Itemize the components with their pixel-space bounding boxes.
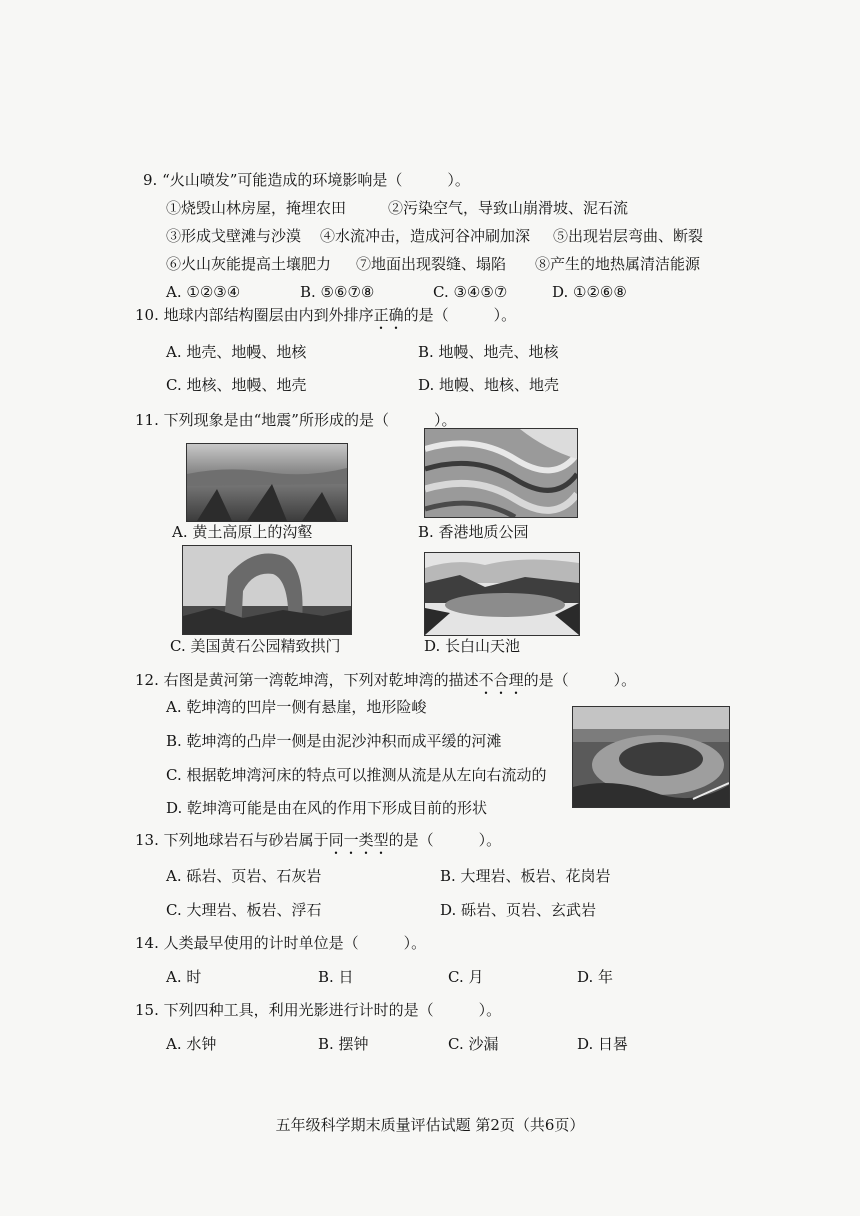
q12-option-c: C. 根据乾坤湾河床的特点可以推测从流是从左向右流动的 (166, 766, 547, 784)
q10-emphasis: 正确 (373, 306, 404, 324)
q9-option-b: B. ⑤⑥⑦⑧ (300, 283, 375, 301)
loess-gully-photo (186, 443, 348, 522)
q10-option-c: C. 地核、地幔、地壳 (166, 376, 307, 394)
q9-item-2: ②污染空气，导致山崩滑坡、泥石流 (388, 199, 629, 217)
page-footer: 五年级科学期末质量评估试题 第2页（共6页） (275, 1116, 585, 1134)
q14-option-a: A. 时 (166, 968, 202, 986)
q10-stem: 10. 地球内部结构圈层由内到外排序正确的是（ ）。 (135, 306, 517, 324)
arch-photo (182, 545, 352, 635)
q11-option-c: C. 美国黄石公园精致拱门 (170, 637, 341, 655)
q15-stem: 15. 下列四种工具，利用光影进行计时的是（ ）。 (135, 1001, 502, 1019)
q15-option-d: D. 日晷 (577, 1035, 629, 1053)
q14-option-c: C. 月 (448, 968, 484, 986)
q12-option-a: A. 乾坤湾的凹岸一侧有悬崖，地形险峻 (166, 698, 427, 716)
q10-option-b: B. 地幔、地壳、地核 (418, 343, 559, 361)
q15-option-b: B. 摆钟 (318, 1035, 369, 1053)
q12-option-b: B. 乾坤湾的凸岸一侧是由泥沙沖积而成平缓的河滩 (166, 732, 502, 750)
q14-option-d: D. 年 (577, 968, 614, 986)
q13-emphasis: 同一类型 (328, 831, 389, 849)
q15-option-a: A. 水钟 (166, 1035, 217, 1053)
q13-option-c: C. 大理岩、板岩、浮石 (166, 901, 322, 919)
qiankun-bend-photo (572, 706, 730, 808)
q10-option-a: A. 地壳、地幔、地核 (166, 343, 307, 361)
q9-option-c: C. ③④⑤⑦ (433, 283, 508, 301)
q9-item-6: ⑥火山灰能提高土壤肥力 (166, 255, 332, 273)
q13-option-d: D. 砾岩、页岩、玄武岩 (440, 901, 597, 919)
q14-stem: 14. 人类最早使用的计时单位是（ ）。 (135, 934, 427, 952)
q14-option-b: B. 日 (318, 968, 354, 986)
q12-emphasis: 不合理 (478, 671, 524, 689)
q15-option-c: C. 沙漏 (448, 1035, 499, 1053)
q13-stem: 13. 下列地球岩石与砂岩属于同一类型的是（ ）。 (135, 831, 502, 849)
q9-item-4: ④水流冲击，造成河谷冲刷加深 (320, 227, 531, 245)
q9-item-8: ⑧产生的地热属清洁能源 (535, 255, 701, 273)
q9-item-3: ③形成戈壁滩与沙漠 (166, 227, 302, 245)
hk-geopark-photo (424, 428, 578, 518)
q9-stem: 9. “火山喷发”可能造成的环境影响是（ ）。 (143, 171, 470, 189)
q11-option-a: A. 黄土高原上的沟壑 (172, 523, 313, 541)
q11-option-b: B. 香港地质公园 (418, 523, 529, 541)
q12-option-d: D. 乾坤湾可能是由在风的作用下形成目前的形状 (166, 799, 488, 817)
q9-item-5: ⑤出现岩层弯曲、断裂 (553, 227, 704, 245)
q9-option-d: D. ①②⑥⑧ (552, 283, 627, 301)
q12-stem: 12. 右图是黄河第一湾乾坤湾，下列对乾坤湾的描述不合理的是（ ）。 (135, 671, 637, 689)
q11-stem: 11. 下列现象是由“地震”所形成的是（ ）。 (135, 411, 457, 429)
q11-option-d: D. 长白山天池 (424, 637, 521, 655)
q9-option-a: A. ①②③④ (166, 283, 241, 301)
q13-option-a: A. 砾岩、页岩、石灰岩 (166, 867, 322, 885)
q13-option-b: B. 大理岩、板岩、花岗岩 (440, 867, 611, 885)
q10-option-d: D. 地幔、地核、地壳 (418, 376, 560, 394)
tianchi-photo (424, 552, 580, 636)
q9-item-1: ①烧毁山林房屋，掩埋农田 (166, 199, 347, 217)
q9-item-7: ⑦地面出现裂缝、塌陷 (356, 255, 507, 273)
